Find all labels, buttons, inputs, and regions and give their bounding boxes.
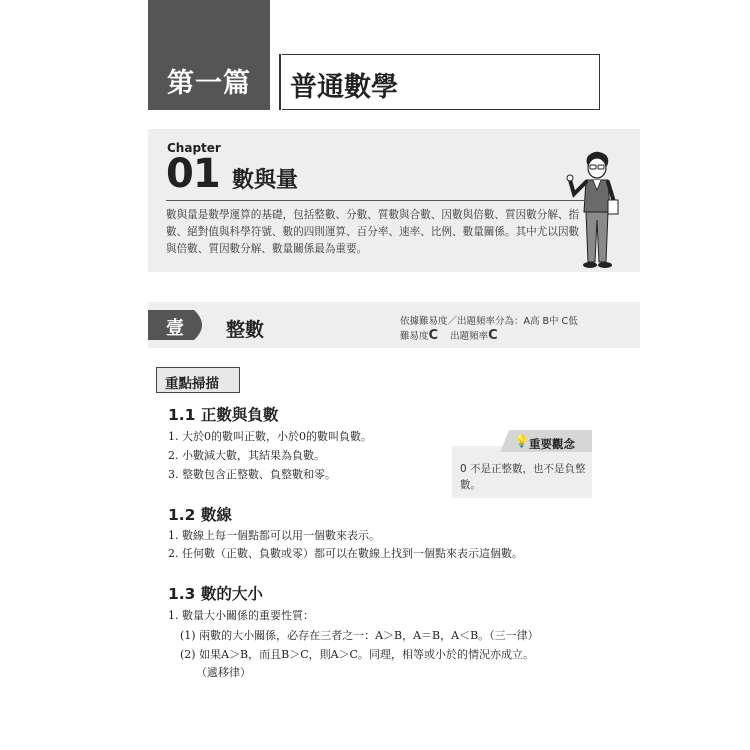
list-item: 1. 數量大小關係的重要性質： — [168, 609, 314, 622]
heading-1-3: 1.3 數的大小 — [168, 585, 263, 603]
list-item: 2. 任何數（正數、負數或零）都可以在數線上找到一個點來表示這個數。 — [168, 547, 523, 560]
part-title: 普通數學 — [290, 72, 398, 103]
list-item: 1. 大於0的數叫正數，小於0的數叫負數。 — [168, 430, 372, 443]
list-item: (2) 如果A＞B，而且B＞C，則A＞C。同理，相等或小於的情況亦成立。 — [180, 648, 534, 661]
concept-text: 0 不是正整數，也不是負整數。 — [460, 463, 586, 491]
section-number: 壹 — [166, 318, 184, 339]
list-item: 2. 小數減大數，其結果為負數。 — [168, 449, 325, 462]
heading-1-1: 1.1 正數與負數 — [168, 406, 279, 424]
list-item: 1. 數線上每一個點都可以用一個數來表示。 — [168, 529, 380, 542]
chapter-number: 01 — [166, 151, 220, 197]
chapter-word: Chapter — [167, 141, 221, 155]
list-item: （遞移律） — [196, 666, 251, 679]
list-item: (1) 兩數的大小關係，必存在三者之一：A＞B，A＝B，A＜B。（三一律） — [180, 629, 539, 642]
section-legend: 依據難易度／出題頻率分為：A高 B中 C低 — [400, 316, 578, 327]
part-title-box — [282, 54, 600, 110]
chapter-title: 數與量 — [232, 168, 299, 193]
list-item: 3. 整數包含正整數、負整數和零。 — [168, 468, 336, 481]
focus-label-box — [156, 367, 240, 393]
lightbulb-icon: 💡 — [514, 434, 529, 448]
difficulty-value: C — [428, 328, 439, 343]
section-bar — [148, 302, 640, 348]
difficulty-label: 難易度 — [400, 331, 429, 342]
teacher-illustration — [566, 150, 626, 274]
frequency-value: C — [488, 328, 498, 343]
part-label-box — [148, 0, 270, 110]
part-label: 第一篇 — [167, 68, 251, 99]
focus-label: 重點掃描 — [165, 376, 219, 392]
section-ratings — [400, 328, 498, 343]
frequency-label: 出題頻率 — [450, 331, 489, 342]
heading-1-2: 1.2 數線 — [168, 506, 232, 524]
concept-title: 重要觀念 — [529, 437, 575, 451]
section-title: 整數 — [226, 319, 265, 341]
chapter-divider — [166, 200, 584, 201]
chapter-description: 數與量是數學運算的基礎，包括整數、分數、質數與合數、因數與倍數、質因數分解、指數、絕對值與科學符號、數的四則運算、百分率、速率、比例、數量關係。其中尤以因數與倍數、質因數分解、數量關係最為重要。 — [166, 209, 580, 255]
